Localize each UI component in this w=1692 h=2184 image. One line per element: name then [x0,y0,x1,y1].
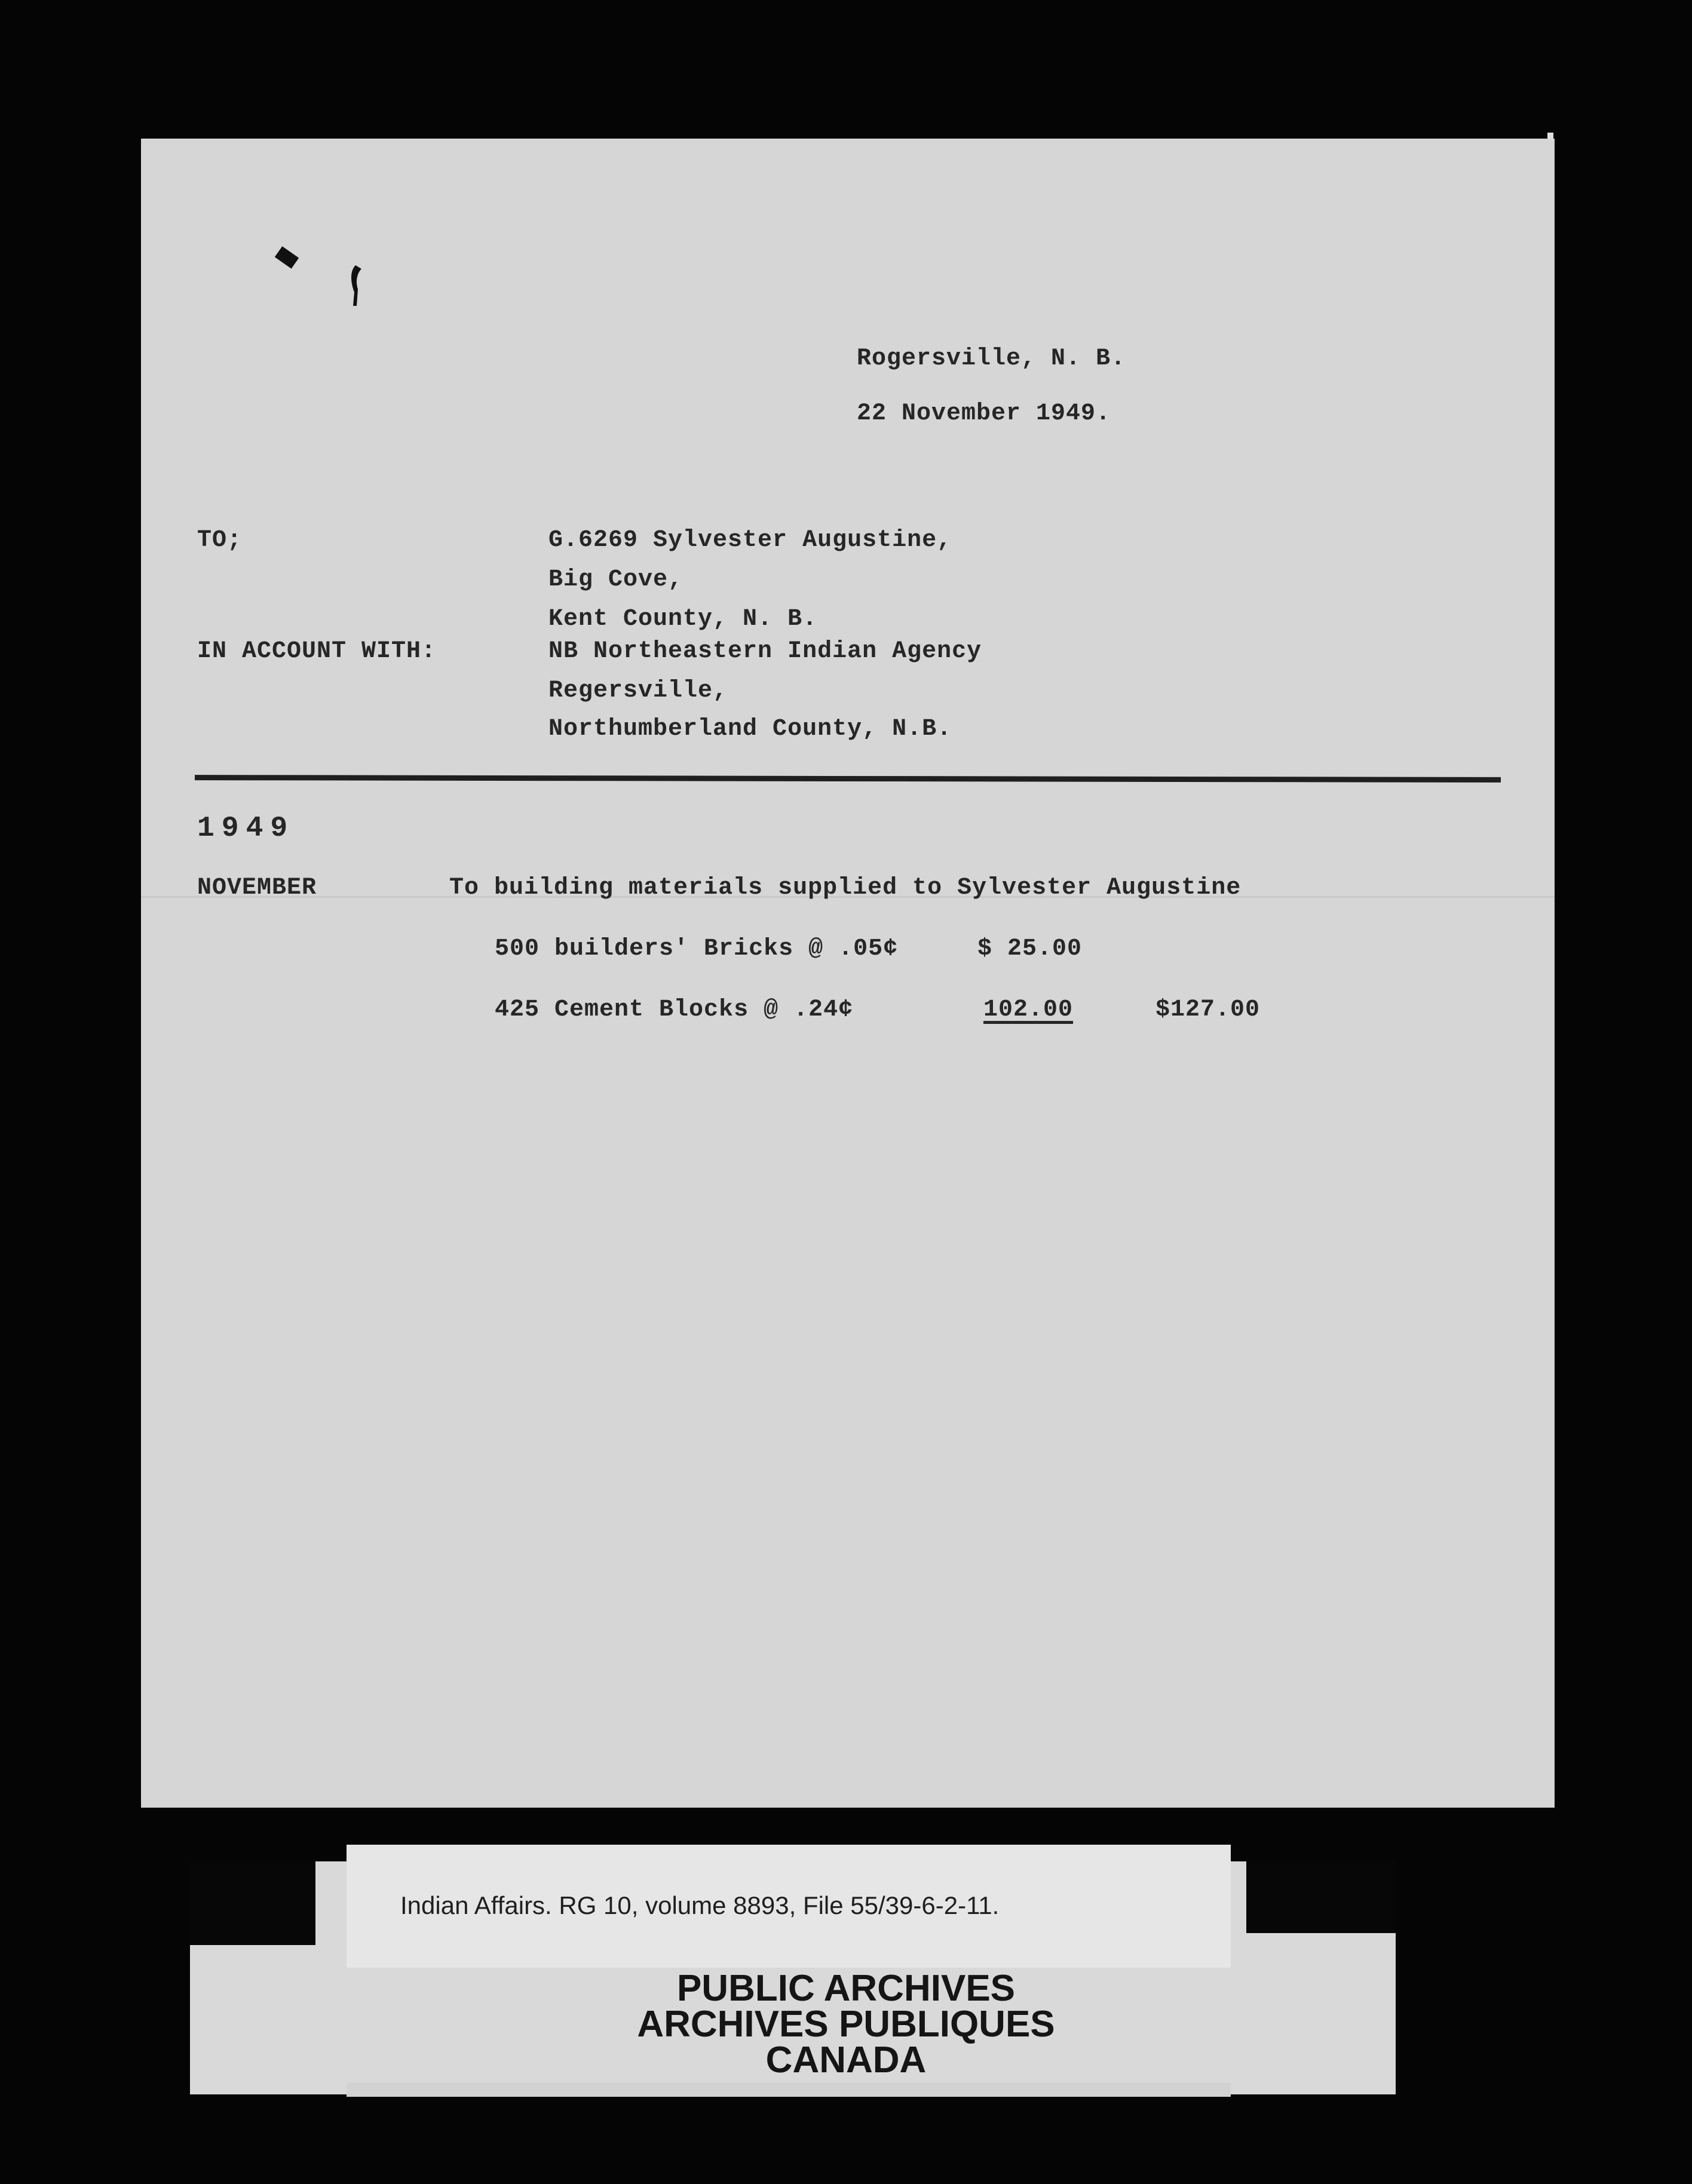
to-label: TO; [197,527,243,554]
archive-reference: Indian Affairs. RG 10, volume 8893, File 55/39-6-2-11. [400,1891,1000,1919]
slip-shadow-right [1246,1861,1396,1933]
entry-month: NOVEMBER [197,875,317,901]
separator-rule [195,775,1501,783]
slip-shadow-left [190,1861,315,1945]
to-line-2: Big Cove, [548,566,683,593]
stamp-line-1: PUBLIC ARCHIVES [676,1968,1016,2009]
account-line-1: NB Northeastern Indian Agency [548,638,982,665]
account-line-3: Northumberland County, N.B. [548,716,952,743]
entry-year: 1949 [197,812,295,845]
document-page [141,139,1555,1808]
item-2-amount: 102.00 [983,996,1074,1023]
account-line-2: Regersville, [548,677,728,704]
account-label: IN ACCOUNT WITH: [197,638,437,665]
slip-bottom-edge [347,2082,1231,2097]
to-line-3: Kent County, N. B. [548,606,818,633]
entry-description: To building materials supplied to Sylvester Augustine [449,875,1242,901]
archive-reference-card [347,1845,1231,1968]
to-line-1: G.6269 Sylvester Augustine, [548,527,952,554]
letter-place: Rogersville, N. B. [857,345,1126,372]
ink-mark [348,265,363,307]
total-amount: $127.00 [1155,996,1261,1023]
film-speck [1547,133,1553,139]
item-1-amount: $ 25.00 [977,935,1083,962]
stamp-line-2: ARCHIVES PUBLIQUES [637,2004,1055,2045]
ink-mark [275,246,299,269]
letter-date: 22 November 1949. [857,400,1111,427]
item-1-text: 500 builders' Bricks @ .05¢ [495,935,899,962]
stamp-line-3: CANADA [765,2039,927,2081]
item-2-text: 425 Cement Blocks @ .24¢ [495,996,854,1023]
